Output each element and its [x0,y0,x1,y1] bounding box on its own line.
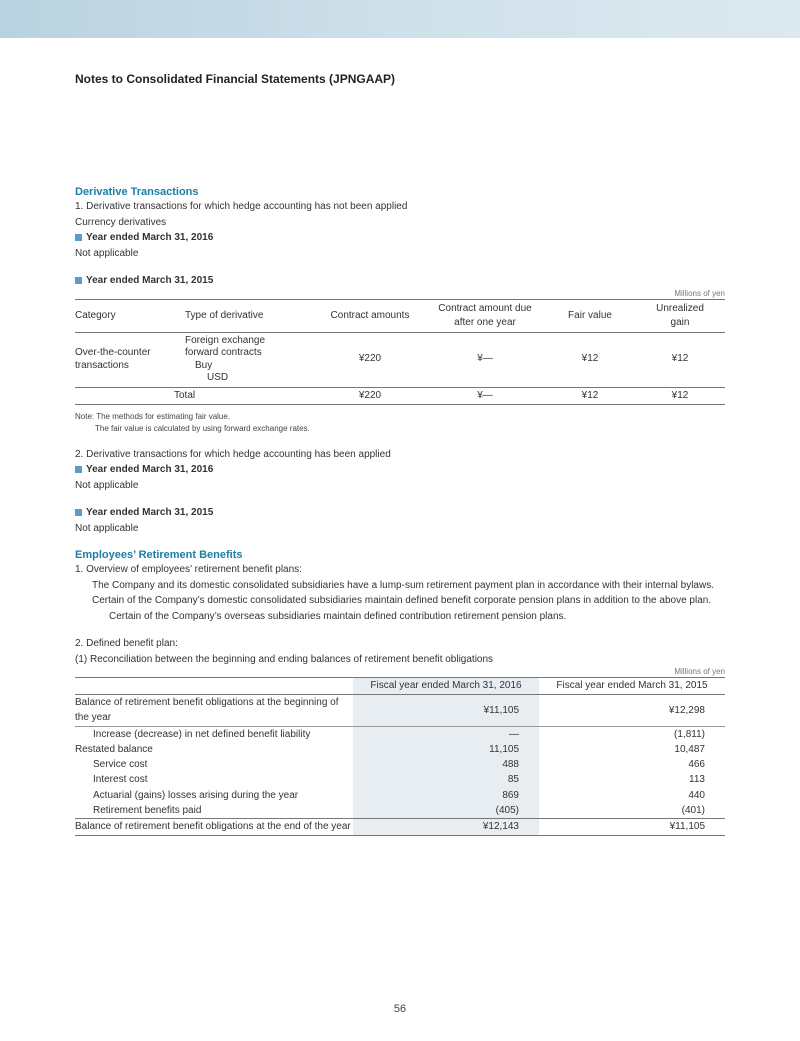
part2-2015-heading: Year ended March 31, 2015 [75,505,725,521]
derivatives-intro-1: 1. Derivative transactions for which hedge accounting has not been applied [75,201,408,212]
top-banner [0,0,800,38]
value-2015: ¥11,105 [539,819,725,835]
row-label: Interest cost [93,774,148,786]
page-number: 56 [393,1003,407,1015]
derivatives-table [75,299,725,405]
col-type: Type of derivative [185,299,315,332]
row-fair: ¥12 [581,353,599,365]
part2-2016-heading: Year ended March 31, 2016 [75,462,725,478]
row-label: Retirement benefits paid [93,805,202,817]
derivatives-2016-text: Not applicable [75,247,139,259]
retirement-paragraph-2: Certain of the Company’s domestic consolidated subsidiaries maintain defined benefit corporate pension plans in addition to the above plan. [92,595,712,606]
derivatives-2016-heading: Year ended March 31, 2016 [75,230,725,246]
table-row [75,757,725,772]
value-2016: (405) [353,803,539,819]
page-content [75,185,725,836]
col-gain: Unrealized gain [635,299,725,332]
row-label: Balance of retirement benefit obligations at the end of the year [75,819,353,835]
value-2015: 466 [688,759,705,771]
retirement-overview: 1. Overview of employees’ retirement benefit plans: [75,564,302,575]
square-bullet-icon [75,466,82,473]
retirement-paragraph-1: The Company and its domestic consolidated subsidiaries have a lump-sum retirement payment plan in accordance with their internal bylaws. [92,579,714,591]
col-2015: Fiscal year ended March 31, 2015 [539,678,725,695]
row-gain: ¥12 [671,353,689,365]
table-row [75,803,725,819]
retirement-defined: 2. Defined benefit plan: [75,638,178,649]
retirement-table [75,677,725,836]
value-2016: 488 [353,757,539,772]
derivatives-note-2: The fair value is calculated by using forward exchange rates. [95,423,310,433]
square-bullet-icon [75,277,82,284]
row-label: Balance of retirement benefit obligations at the beginning of the year [75,695,353,727]
table-row [75,742,725,757]
col-fair: Fair value [545,299,635,332]
retirement-paragraph-3: Certain of the Company’s overseas subsidiaries maintain defined contribution retirement pension plans. [109,610,567,622]
derivatives-part-2: 2. Derivative transactions for which hedge accounting has been applied [75,448,391,460]
value-2015: 10,487 [674,743,705,755]
row-due: ¥— [477,353,493,365]
value-2015: ¥12,298 [539,695,725,727]
total-fair: ¥12 [545,387,635,404]
part2-2016-text: Not applicable [75,479,139,491]
retirement-title: Employees’ Retirement Benefits [75,549,243,561]
part2-2015-text: Not applicable [75,522,139,534]
square-bullet-icon [75,234,82,241]
table-row-total [75,387,725,404]
col-2016: Fiscal year ended March 31, 2016 [353,678,539,695]
value-2016: — [353,726,539,742]
page-header: Notes to Consolidated Financial Statements (JPNGAAP) [75,72,396,86]
value-2016: ¥11,105 [353,695,539,727]
derivatives-table-header [75,299,725,332]
row-label: Service cost [93,759,148,771]
table-row [75,695,725,727]
value-2016: ¥12,143 [353,819,539,835]
table-row [75,772,725,787]
retirement-unit: Millions of yen [674,667,725,676]
row-label: Restated balance [75,743,153,755]
row-label: Actuarial (gains) losses arising during the year [93,789,299,801]
derivatives-note-1: Note: The methods for estimating fair value. [75,411,231,421]
table-row [75,726,725,742]
table-row [75,819,725,835]
col-label [75,678,353,695]
row-label: Increase (decrease) in net defined benefit liability [93,728,311,740]
row-category: Over-the-counter transactions [75,347,151,371]
col-due: Contract amount due after one year [425,299,545,332]
total-gain: ¥12 [635,387,725,404]
table-row [75,332,725,387]
value-2015: 113 [689,774,705,786]
retirement-table-header [75,678,725,695]
table-row [75,788,725,803]
col-category: Category [75,299,185,332]
col-contract: Contract amounts [315,299,425,332]
value-2015: (401) [681,805,705,817]
row-contract: ¥220 [358,353,382,365]
value-2015: (1,811) [674,728,705,740]
derivatives-intro-2: Currency derivatives [75,216,167,228]
row-type: Foreign exchange forward contracts Buy USD [185,334,266,383]
derivatives-2015-heading: Year ended March 31, 2015 [75,273,725,289]
value-2015: 440 [688,789,705,801]
total-contract: ¥220 [315,387,425,404]
value-2016: 11,105 [353,742,539,757]
square-bullet-icon [75,509,82,516]
derivatives-unit: Millions of yen [674,288,725,298]
value-2016: 85 [353,772,539,787]
value-2016: 869 [353,788,539,803]
total-due: ¥— [425,387,545,404]
total-label: Total [75,387,315,404]
derivatives-title: Derivative Transactions [75,186,199,198]
retirement-recon: (1) Reconciliation between the beginning and ending balances of retirement benefit obligations [75,653,494,665]
